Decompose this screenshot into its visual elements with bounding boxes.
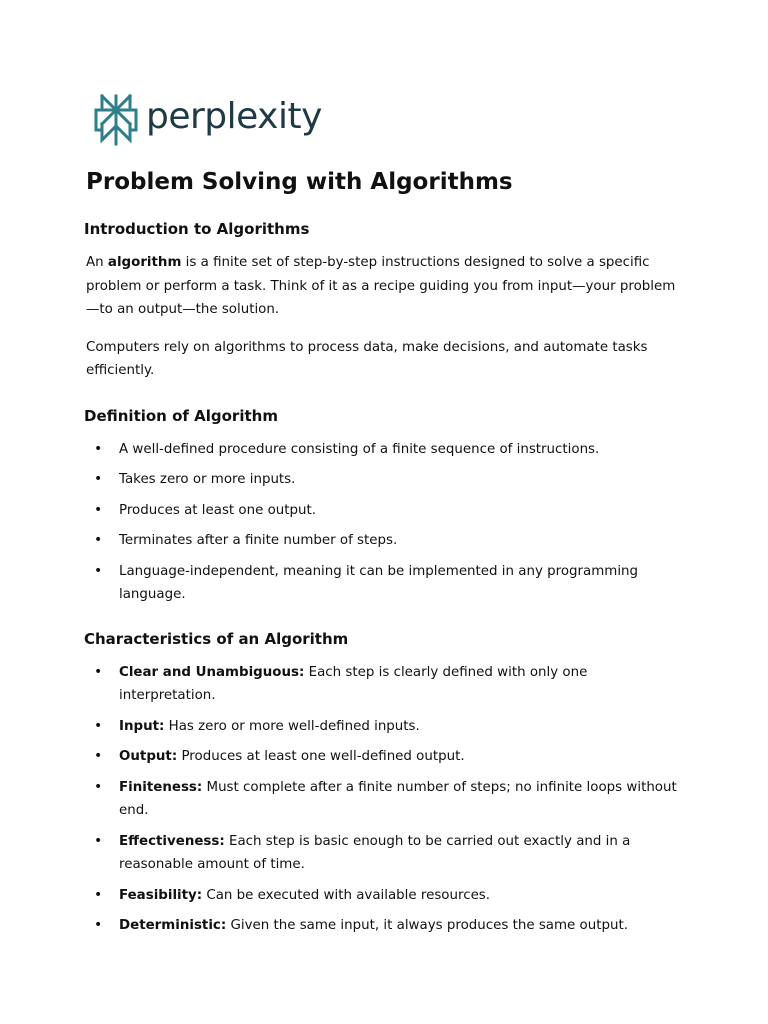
section-heading-introduction: Introduction to Algorithms [84, 220, 310, 238]
list-item-text: Each step is clearly defined with only one interpretation. [119, 664, 588, 703]
list-item: • A well-defined procedure consisting of a finite sequence of instructions. [86, 438, 686, 462]
list-item-term: Feasibility: [119, 887, 203, 903]
list-item-text: Each step is basic enough to be carried out exactly and in a reasonable amount of time. [119, 833, 631, 872]
list-item [86, 776, 686, 823]
perplexity-logo-icon [94, 94, 138, 146]
list-item-text: Has zero or more well-defined inputs. [164, 718, 420, 734]
list-item [86, 661, 686, 708]
list-item-text: Can be executed with available resources. [202, 887, 491, 903]
list-item [86, 830, 686, 877]
list-item-term: Finiteness: [119, 779, 203, 795]
list-item-text: Given the same input, it always produces the same output. [226, 918, 628, 933]
list-item-text: Produces at least one well-defined output. [177, 749, 465, 764]
intro-p1-suffix: is a finite set of step-by-step instructions designed to solve a specific problem or perform a task. Think of it as a recipe guiding you from input—your problem—to an output—the solution. [86, 255, 676, 317]
list-item [86, 884, 686, 908]
intro-paragraph-1 [86, 251, 686, 322]
intro-paragraph-2: Computers rely on algorithms to process data, make decisions, and automate tasks efficiently. [86, 339, 648, 378]
intro-p1-bold-term: algorithm [107, 255, 182, 270]
brand-logo [94, 94, 322, 146]
list-item-term: Input: [119, 718, 165, 734]
section-heading-characteristics: Characteristics of an Algorithm [84, 629, 349, 648]
list-item: • Language-independent, meaning it can be implemented in any programming language. [86, 560, 686, 607]
list-item-term: Clear and Unambiguous: [119, 664, 305, 680]
characteristics-list [86, 661, 686, 938]
list-item: • Takes zero or more inputs. [86, 468, 686, 492]
list-item-text: Must complete after a finite number of steps; no infinite loops without end. [119, 779, 677, 818]
list-item: • Produces at least one output. [86, 499, 686, 523]
list-item-term: Effectiveness: [119, 833, 225, 849]
document-title: Problem Solving with Algorithms [86, 169, 513, 195]
intro-p1-prefix: An [86, 255, 108, 270]
logo-wordmark: perplexity [146, 96, 322, 137]
section-heading-definition: Definition of Algorithm [84, 406, 278, 425]
list-item [86, 914, 686, 938]
list-item [86, 745, 686, 769]
list-item-term: Deterministic: [119, 918, 227, 933]
definition-list [86, 438, 686, 607]
list-item-term: Output: [119, 749, 178, 764]
list-item: • Terminates after a finite number of steps. [86, 529, 686, 553]
document-content [86, 166, 686, 938]
list-item [86, 715, 686, 739]
